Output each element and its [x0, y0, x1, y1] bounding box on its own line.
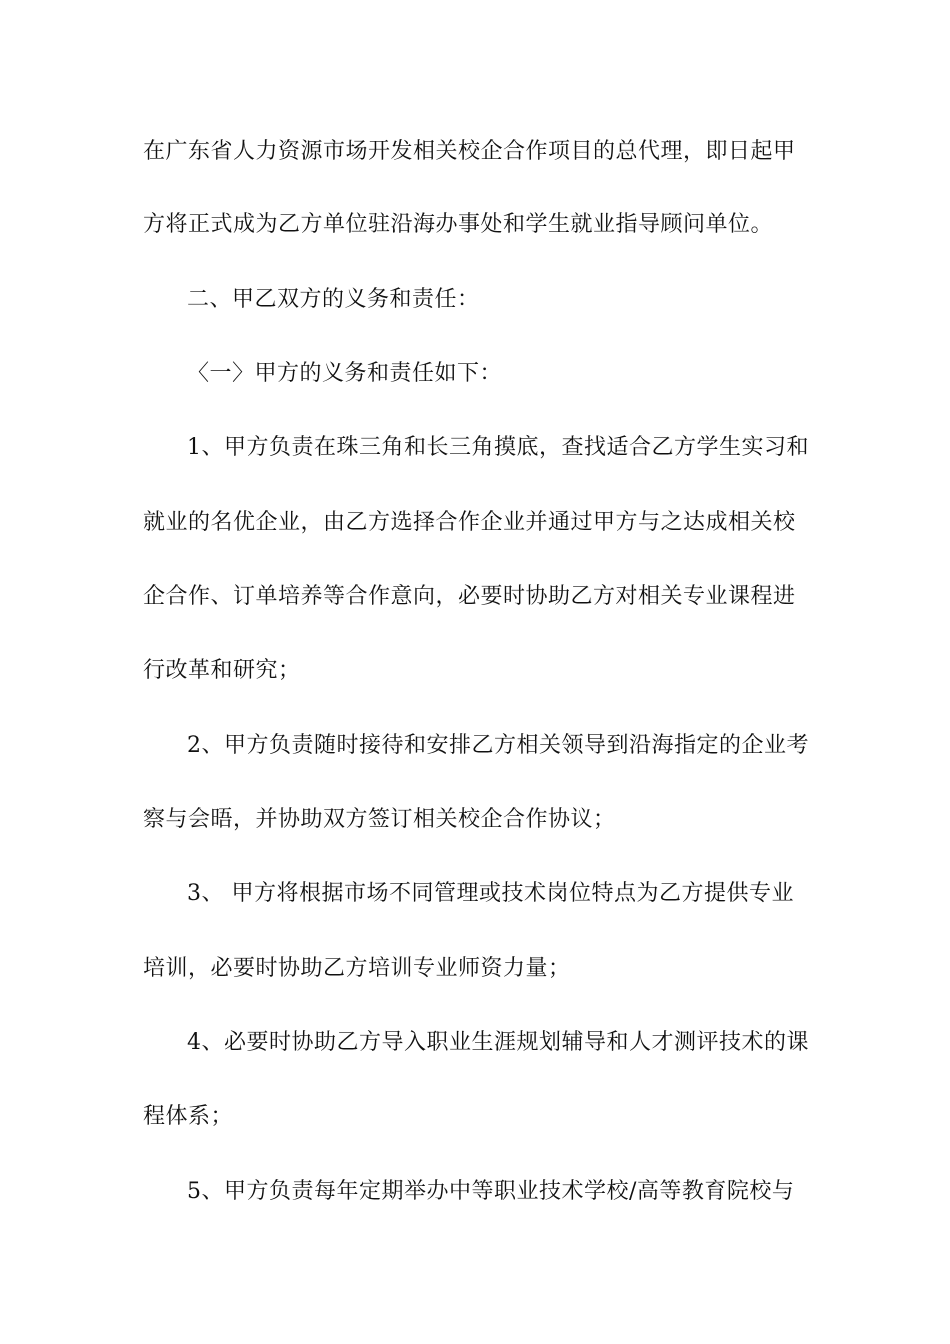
- list-item-1-line: 行改革和研究；: [143, 658, 301, 683]
- list-item-3-line: 3、 甲方将根据市场不同管理或技术岗位特点为乙方提供专业: [187, 881, 794, 906]
- paragraph-line: 在广东省人力资源市场开发相关校企合作项目的总代理，即日起甲: [143, 139, 796, 164]
- list-item-1-line: 企合作、订单培养等合作意向，必要时协助乙方对相关专业课程进: [143, 584, 796, 609]
- list-item-4-line: 4、必要时协助乙方导入职业生涯规划辅导和人才测评技术的课: [187, 1030, 809, 1055]
- list-item-4-line: 程体系；: [143, 1104, 234, 1129]
- list-item-1-line: 1、甲方负责在珠三角和长三角摸底，查找适合乙方学生实习和: [187, 435, 809, 460]
- list-item-2-line: 察与会晤，并协助双方签订相关校企合作协议；: [143, 807, 616, 832]
- list-item-3-line: 培训，必要时协助乙方培训专业师资力量；: [143, 956, 571, 981]
- list-item-2-line: 2、甲方负责随时接待和安排乙方相关领导到沿海指定的企业考: [187, 733, 809, 758]
- list-item-1-line: 就业的名优企业，由乙方选择合作企业并通过甲方与之达成相关校: [143, 510, 796, 535]
- list-item-5-line: 5、甲方负责每年定期举办中等职业技术学校/高等教育院校与: [187, 1179, 795, 1204]
- subsection-heading: 〈一〉甲方的义务和责任如下：: [187, 361, 503, 386]
- paragraph-line: 方将正式成为乙方单位驻沿海办事处和学生就业指导顾问单位。: [143, 212, 774, 237]
- section-heading: 二、甲乙双方的义务和责任：: [187, 287, 480, 312]
